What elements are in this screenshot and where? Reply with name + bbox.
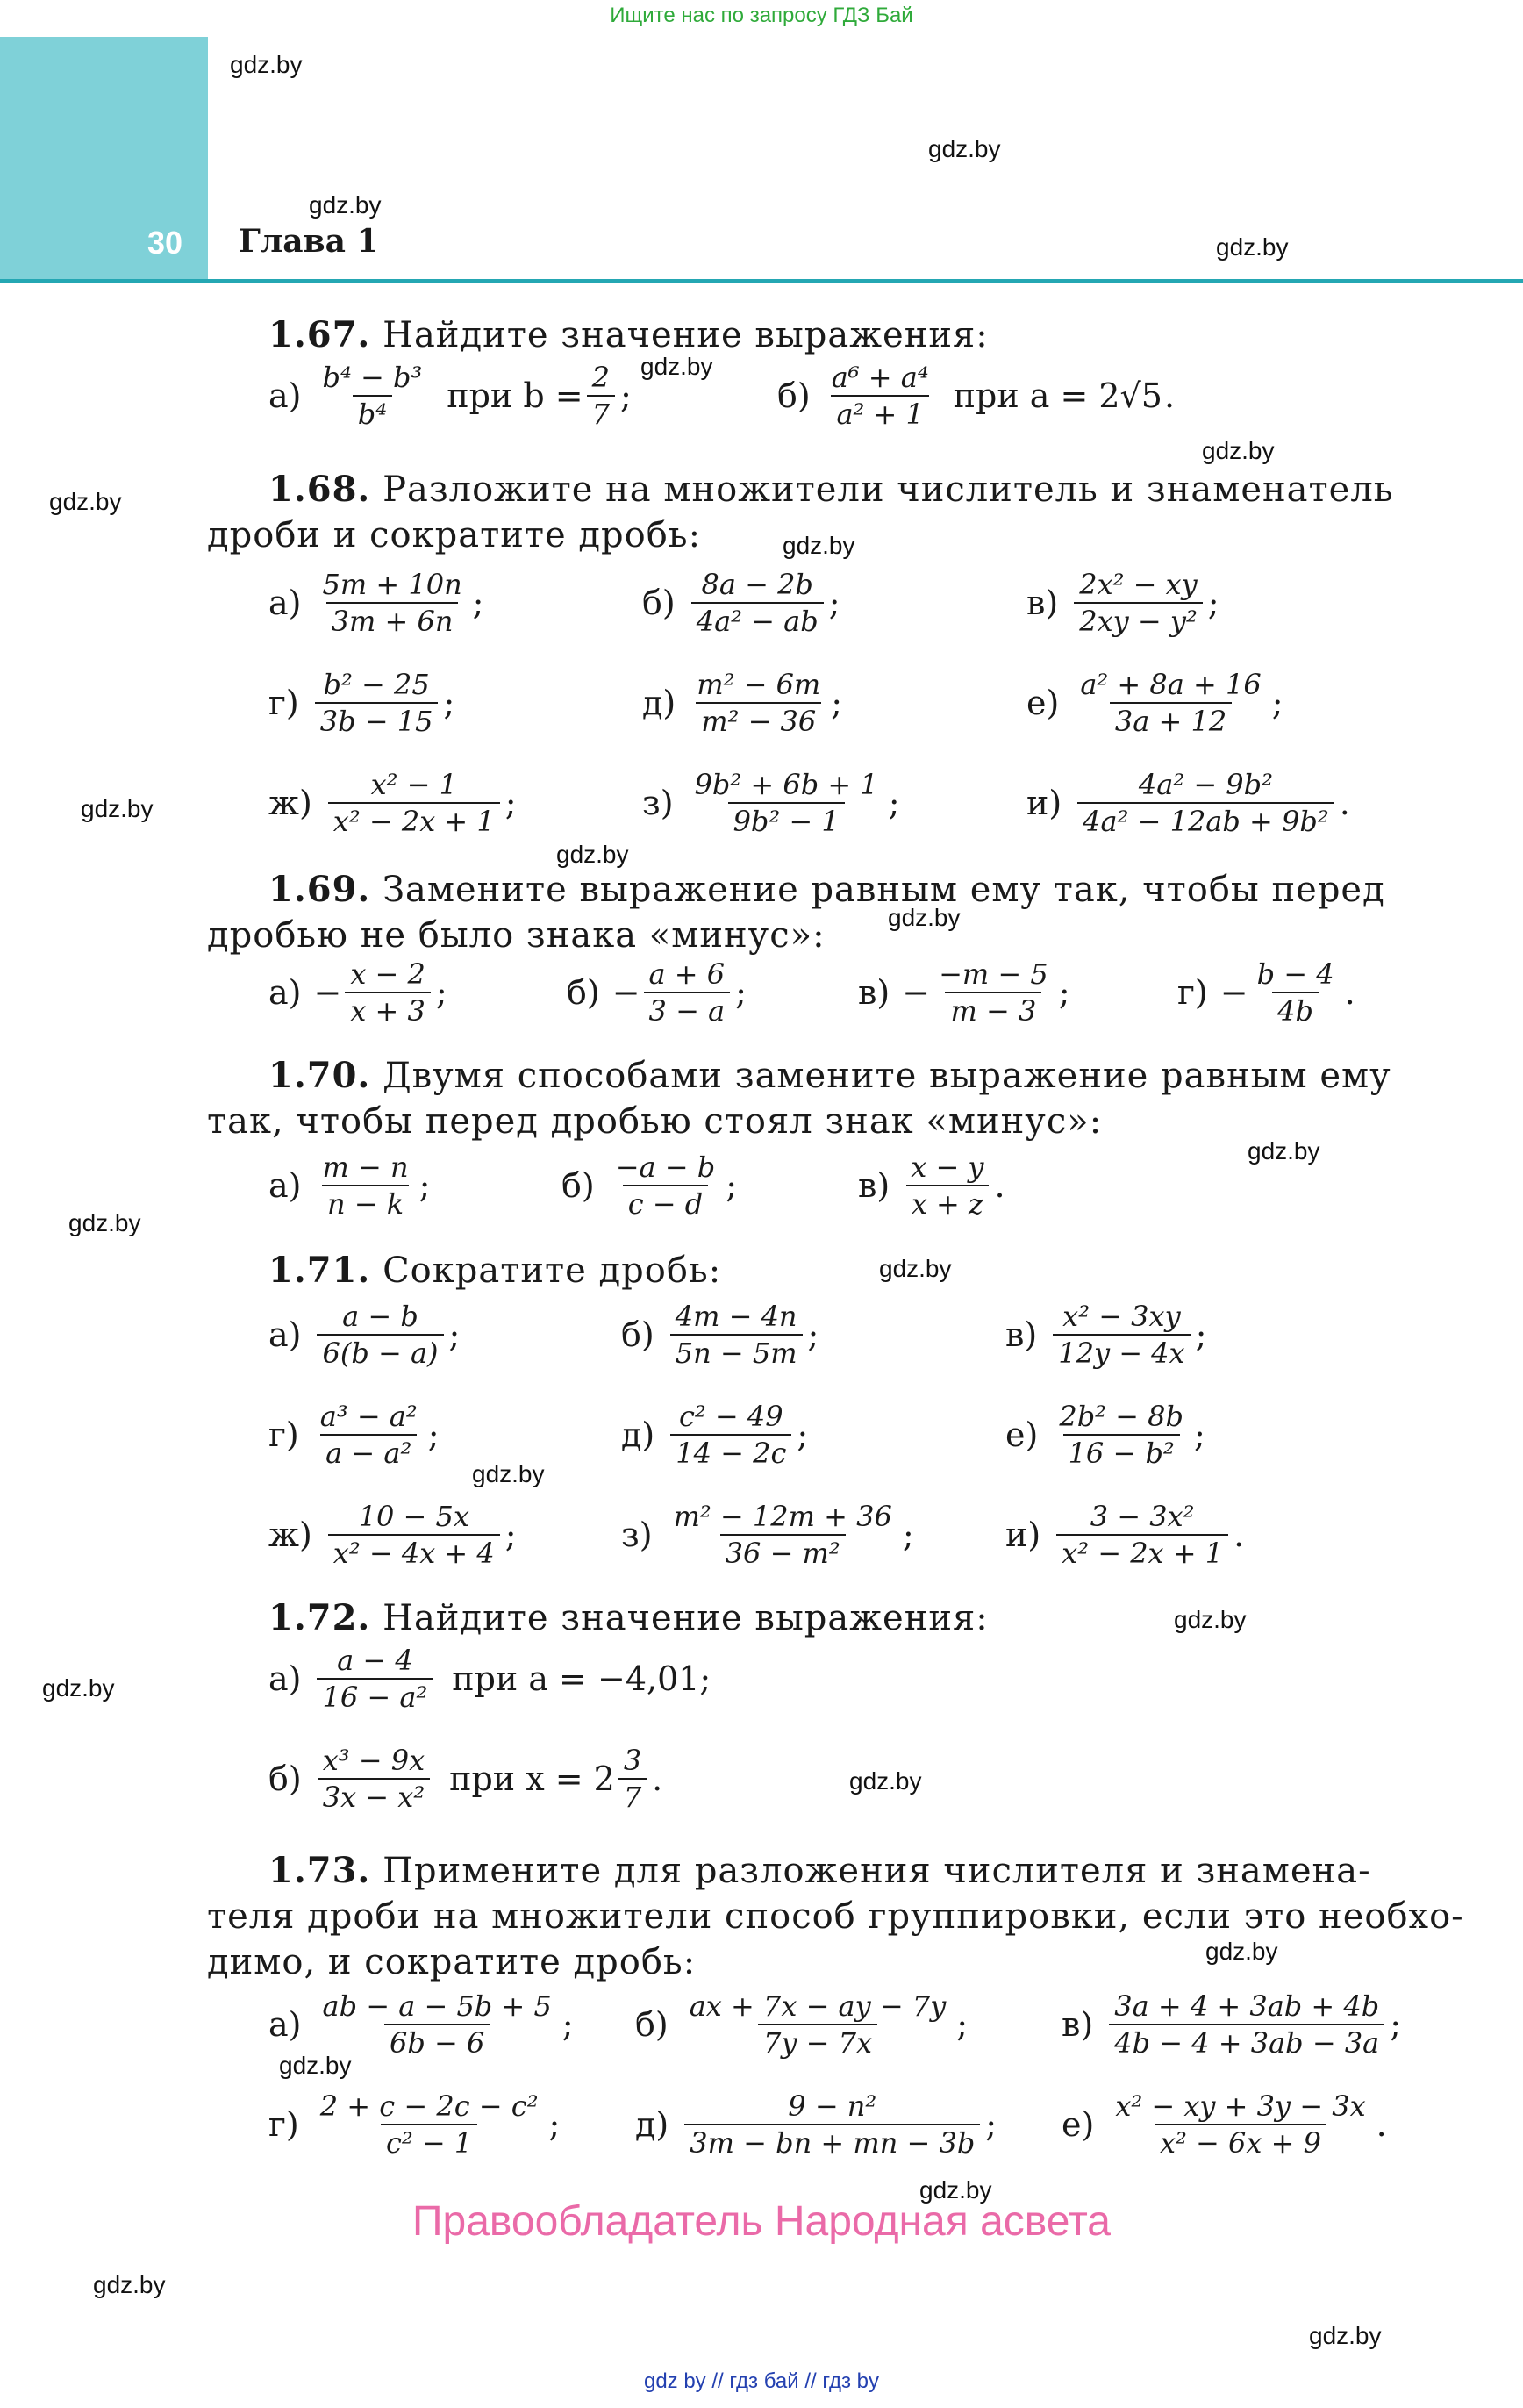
denominator: b⁴	[353, 395, 392, 432]
item-label: в)	[1062, 2005, 1094, 2044]
item-label: б)	[777, 376, 811, 415]
item-label: и)	[1005, 1516, 1041, 1554]
watermark: gdz.by	[879, 1255, 952, 1282]
minus-sign: −	[611, 973, 640, 1012]
minus-sign: −	[313, 973, 342, 1012]
fraction-item	[1005, 1399, 1205, 1471]
minus-sign: −	[902, 973, 931, 1012]
fraction-item	[642, 767, 900, 839]
numerator: 2x² − xy	[1079, 568, 1198, 601]
numerator: 4m − 4n	[675, 1300, 797, 1333]
denominator: 3a + 12	[1110, 702, 1232, 739]
denominator: 14 − 2c	[670, 1434, 791, 1471]
fraction	[1075, 667, 1266, 739]
fraction-item	[1026, 767, 1350, 839]
punctuation: ;	[956, 2005, 969, 2044]
denominator: 6(b − a)	[317, 1334, 443, 1371]
punctuation: ;	[619, 376, 632, 415]
problem-1-68-heading	[268, 467, 1394, 512]
problem-1-67-heading	[268, 312, 989, 358]
fraction-item	[268, 957, 447, 1028]
denominator: a² + 1	[831, 395, 928, 432]
watermark: gdz.by	[556, 841, 629, 868]
punctuation: ;	[1207, 584, 1219, 622]
item-label: г)	[1177, 973, 1208, 1012]
problem-1-72-heading	[268, 1595, 989, 1641]
numerator: x² − 3xy	[1062, 1300, 1181, 1333]
problem-text: Двумя способами замените выражение равным ему	[383, 1056, 1391, 1096]
item-label: в)	[858, 1166, 890, 1205]
denominator: 16 − b²	[1063, 1434, 1180, 1471]
problem-number: 1.72.	[268, 1597, 371, 1638]
denominator: 3 − a	[644, 992, 731, 1028]
denominator: x + 3	[345, 992, 431, 1028]
numerator: b² − 25	[323, 668, 430, 701]
problem-text-line: димо, и сократите дробь:	[207, 1942, 697, 1982]
item-label: и)	[1026, 784, 1062, 822]
item-label: б)	[621, 1315, 654, 1354]
denominator: 2xy − y²	[1074, 602, 1203, 639]
numerator: 2b² − 8b	[1059, 1400, 1183, 1433]
problem-text: Примените для разложения числителя и знамена-	[383, 1851, 1371, 1891]
punctuation: .	[1376, 2105, 1387, 2144]
watermark: gdz.by	[93, 2271, 166, 2298]
punctuation: ;	[435, 973, 447, 1012]
fraction	[1054, 1399, 1189, 1471]
punctuation: ;	[888, 784, 900, 822]
fraction	[328, 1499, 500, 1571]
punctuation: .	[1344, 973, 1355, 1012]
punctuation: .	[994, 1166, 1005, 1205]
denominator: 3x − x²	[318, 1778, 430, 1815]
problem-1-72-b	[268, 1743, 662, 1815]
denominator: 7y − 7x	[758, 2024, 877, 2060]
fraction-item	[268, 1499, 517, 1571]
punctuation: ;	[807, 1315, 819, 1354]
condition: при a = −4,01;	[452, 1659, 711, 1698]
punctuation: ;	[548, 2105, 561, 2144]
item-label: а)	[268, 2005, 302, 2044]
denominator: x² − 4x + 4	[328, 1534, 500, 1571]
punctuation: .	[1163, 376, 1176, 415]
fraction	[1053, 1299, 1190, 1371]
item-label: г)	[268, 1415, 299, 1454]
item-label: д)	[642, 684, 676, 722]
problem-1-72-a	[268, 1643, 711, 1715]
denominator: 7	[587, 395, 615, 432]
fraction	[315, 2089, 544, 2161]
numerator: 3a + 4 + 3ab + 4b	[1114, 1989, 1380, 2023]
item-label: а)	[268, 376, 302, 415]
numerator: a³ − a²	[319, 1400, 418, 1433]
denominator: m − 3	[945, 992, 1041, 1028]
fraction	[684, 2089, 980, 2161]
item-label: в)	[858, 973, 890, 1012]
item-label: а)	[268, 1659, 302, 1698]
problem-text-line: дробью не было знака «минус»:	[207, 915, 826, 956]
watermark: gdz.by	[68, 1209, 141, 1236]
fraction	[317, 1299, 443, 1371]
numerator: 9b² + 6b + 1	[694, 768, 878, 801]
numerator: 5m + 10n	[322, 568, 462, 601]
punctuation: ;	[1194, 1415, 1205, 1454]
item-label: г)	[268, 684, 299, 722]
fraction	[669, 1499, 897, 1571]
fraction-item	[642, 567, 840, 639]
watermark: gdz.by	[230, 51, 303, 78]
fraction	[345, 957, 431, 1028]
numerator: 9 − n²	[788, 2089, 877, 2123]
punctuation: ;	[735, 973, 747, 1012]
fraction	[691, 667, 826, 739]
fraction	[1109, 1989, 1384, 2060]
denominator: 16 − a²	[317, 1678, 433, 1715]
watermark: gdz.by	[849, 1767, 922, 1795]
watermark: gdz.by	[888, 904, 961, 931]
item-label: б)	[268, 1759, 302, 1798]
watermark: gdz.by	[309, 191, 382, 219]
fraction	[315, 1399, 423, 1471]
fraction	[690, 767, 883, 839]
punctuation: ;	[1195, 1315, 1207, 1354]
fraction	[618, 1743, 647, 1815]
punctuation: ;	[472, 584, 484, 622]
item-label: д)	[621, 1415, 655, 1454]
denominator: 4a² − ab	[691, 602, 824, 639]
numerator: 2	[591, 361, 610, 394]
watermark: gdz.by	[1205, 1938, 1278, 1965]
problem-1-69-heading	[268, 867, 1385, 913]
fraction	[905, 1150, 989, 1222]
top-note: Ищите нас по запросу ГДЗ Бай	[610, 4, 913, 27]
item-label: д)	[635, 2105, 669, 2144]
fraction	[587, 360, 615, 432]
item-label: б)	[567, 973, 600, 1012]
item-label: б)	[635, 2005, 669, 2044]
numerator: 4a² − 9b²	[1138, 768, 1273, 801]
numerator: 3	[623, 1744, 642, 1777]
item-label: г)	[268, 2105, 299, 2144]
denominator: a − a²	[320, 1434, 417, 1471]
fraction-item	[635, 2089, 997, 2161]
watermark: gdz.by	[49, 488, 122, 515]
numerator: x − 2	[350, 957, 425, 991]
numerator: m − n	[322, 1150, 409, 1184]
item-label: а)	[268, 1166, 302, 1205]
denominator: 3m − bn + mn − 3b	[684, 2124, 980, 2161]
fraction	[1074, 567, 1203, 639]
fraction-item	[1062, 1989, 1401, 2060]
denominator: c − d	[623, 1185, 709, 1222]
fraction	[1077, 767, 1334, 839]
problem-number: 1.71.	[268, 1250, 371, 1291]
punctuation: .	[652, 1759, 663, 1798]
punctuation: ;	[1271, 684, 1283, 722]
numerator: −a − b	[615, 1150, 716, 1184]
problem-text-line: теля дроби на множители способ группировки, если это необхо-	[207, 1896, 1464, 1937]
watermark: gdz.by	[1202, 437, 1275, 464]
fraction-item	[567, 957, 747, 1028]
denominator: 6b − 6	[384, 2024, 490, 2060]
punctuation: ;	[448, 1315, 461, 1354]
fraction-item	[621, 1399, 808, 1471]
minus-sign: −	[1219, 973, 1248, 1012]
numerator: 10 − 5x	[358, 1500, 469, 1533]
problem-number: 1.69.	[268, 869, 371, 910]
problem-number: 1.73.	[268, 1850, 371, 1891]
fraction	[315, 667, 439, 739]
numerator: x² − 1	[370, 768, 457, 801]
fraction-item	[858, 1150, 1005, 1222]
denominator: 4b − 4 + 3ab − 3a	[1109, 2024, 1384, 2060]
condition: при b =	[447, 376, 583, 415]
punctuation: ;	[985, 2105, 997, 2144]
problem-text: Найдите значение выражения:	[383, 1598, 989, 1638]
header-rule	[0, 279, 1523, 283]
numerator: b − 4	[1256, 957, 1334, 991]
fraction-item	[858, 957, 1070, 1028]
watermark: gdz.by	[1248, 1137, 1320, 1165]
fraction	[328, 767, 500, 839]
problem-text: Замените выражение равным ему так, чтобы перед	[383, 870, 1385, 910]
denominator: m² − 36	[696, 702, 821, 739]
fraction-item	[1005, 1499, 1244, 1571]
watermark: gdz.by	[81, 795, 154, 822]
item-label: б)	[561, 1166, 595, 1205]
fraction-item	[268, 1989, 574, 2060]
numerator: m² − 6m	[697, 668, 821, 701]
problem-text: Найдите значение выражения:	[383, 315, 989, 355]
item-label: ж)	[268, 1516, 312, 1554]
watermark: gdz.by	[472, 1460, 545, 1487]
numerator: ab − a − 5b + 5	[322, 1989, 552, 2023]
problem-number: 1.67.	[268, 314, 371, 355]
punctuation: ;	[561, 2005, 574, 2044]
punctuation: ;	[504, 1516, 517, 1554]
fraction-item	[621, 1499, 914, 1571]
watermark: gdz.by	[279, 2052, 352, 2079]
problem-1-67-b	[777, 360, 1175, 432]
fraction-item	[1026, 667, 1283, 739]
item-label: в)	[1005, 1315, 1038, 1354]
fraction	[691, 567, 824, 639]
denominator: 36 − m²	[720, 1534, 846, 1571]
denominator: 4b	[1272, 992, 1319, 1028]
fraction	[933, 957, 1054, 1028]
fraction-item	[1026, 567, 1219, 639]
fraction-item	[635, 1989, 968, 2060]
numerator: a + 6	[648, 957, 726, 991]
fraction-item	[642, 667, 842, 739]
problem-text: Разложите на множители числитель и знаменатель	[383, 469, 1394, 510]
fraction	[317, 567, 467, 639]
fraction	[670, 1399, 791, 1471]
fraction	[318, 1743, 430, 1815]
fraction-item	[268, 1299, 460, 1371]
item-label: е)	[1005, 1415, 1039, 1454]
numerator: 8a − 2b	[701, 568, 813, 601]
denominator: 9b² − 1	[728, 802, 845, 839]
fraction	[1252, 957, 1340, 1028]
item-label: з)	[642, 784, 674, 822]
denominator: 5n − 5m	[670, 1334, 803, 1371]
item-label: е)	[1026, 684, 1060, 722]
fraction	[317, 1989, 556, 2060]
punctuation: ;	[1058, 973, 1070, 1012]
footer-links: gdz by // гдз бай // гдз by	[643, 2369, 880, 2393]
fraction-item	[268, 1399, 440, 1471]
watermark: gdz.by	[1309, 2322, 1382, 2349]
fraction	[1110, 2089, 1370, 2161]
fraction-item	[268, 2089, 560, 2161]
fraction	[644, 957, 731, 1028]
fraction	[317, 360, 427, 432]
punctuation: ;	[443, 684, 455, 722]
fraction	[611, 1150, 721, 1222]
numerator: a − b	[342, 1300, 418, 1333]
watermark: gdz.by	[919, 2176, 992, 2204]
item-label: а)	[268, 973, 302, 1012]
numerator: m² − 12m + 36	[673, 1500, 892, 1533]
numerator: a² + 8a + 16	[1080, 668, 1262, 701]
problem-text: Сократите дробь:	[383, 1251, 722, 1291]
numerator: 3 − 3x²	[1090, 1500, 1195, 1533]
fraction-item	[1005, 1299, 1206, 1371]
fraction-item	[268, 667, 454, 739]
fraction	[1056, 1499, 1228, 1571]
problem-1-67-a	[268, 360, 632, 432]
punctuation: ;	[1390, 2005, 1402, 2044]
item-label: а)	[268, 584, 302, 622]
numerator: x − y	[911, 1150, 984, 1184]
fraction-item	[621, 1299, 819, 1371]
item-label: е)	[1062, 2105, 1095, 2144]
denominator: 7	[618, 1778, 647, 1815]
problem-1-73-heading	[268, 1848, 1371, 1894]
watermark: gdz.by	[1174, 1606, 1247, 1633]
fraction-item	[268, 767, 517, 839]
watermark: gdz.by	[783, 532, 855, 559]
condition: при a = 2√5	[953, 376, 1162, 415]
fraction	[317, 1150, 413, 1222]
numerator: −m − 5	[939, 957, 1048, 991]
denominator: n − k	[322, 1185, 409, 1222]
denominator: 4a² − 12ab + 9b²	[1077, 802, 1334, 839]
watermark: gdz.by	[928, 135, 1001, 162]
item-label: ж)	[268, 784, 312, 822]
fraction-item	[268, 1150, 430, 1222]
page-number: 30	[147, 225, 183, 261]
numerator: b⁴ − b³	[322, 361, 423, 394]
numerator: a⁶ + a⁴	[831, 361, 929, 394]
denominator: x² − 2x + 1	[1056, 1534, 1228, 1571]
problem-1-70-heading	[268, 1053, 1391, 1099]
numerator: x³ − 9x	[322, 1744, 425, 1777]
punctuation: ;	[797, 1415, 809, 1454]
denominator: 3b − 15	[315, 702, 439, 739]
denominator: x² − 2x + 1	[328, 802, 500, 839]
copyright-notice: Правообладатель Народная асвета	[412, 2198, 1111, 2245]
denominator: x + z	[906, 1185, 989, 1222]
punctuation: ;	[504, 784, 517, 822]
numerator: ax + 7x − ay − 7y	[689, 1989, 947, 2023]
numerator: c² − 49	[679, 1400, 783, 1433]
punctuation: ;	[418, 1166, 431, 1205]
problem-text-line: так, чтобы перед дробью стоял знак «минус»:	[207, 1101, 1103, 1142]
numerator: a − 4	[337, 1644, 413, 1677]
fraction	[684, 1989, 952, 2060]
denominator: x² − 6x + 9	[1155, 2124, 1326, 2161]
watermark: gdz.by	[42, 1674, 115, 1702]
punctuation: .	[1339, 784, 1350, 822]
fraction	[826, 360, 934, 432]
fraction-item	[561, 1150, 737, 1222]
watermark: gdz.by	[640, 353, 713, 380]
item-label: в)	[1026, 584, 1059, 622]
punctuation: .	[1233, 1516, 1245, 1554]
punctuation: ;	[831, 684, 843, 722]
fraction-item	[268, 567, 483, 639]
denominator: 3m + 6n	[326, 602, 459, 639]
chapter-title: Глава 1	[239, 223, 379, 260]
punctuation: ;	[828, 584, 840, 622]
fraction-item	[1177, 957, 1355, 1028]
fraction	[670, 1299, 803, 1371]
problem-number: 1.68.	[268, 469, 371, 510]
item-label: б)	[642, 584, 676, 622]
item-label: з)	[621, 1516, 653, 1554]
fraction-item	[1062, 2089, 1387, 2161]
numerator: x² − xy + 3y − 3x	[1115, 2089, 1366, 2123]
punctuation: ;	[902, 1516, 914, 1554]
numerator: 2 + c − 2c − c²	[319, 2089, 539, 2123]
denominator: 12y − 4x	[1053, 1334, 1190, 1371]
fraction	[317, 1643, 433, 1715]
watermark: gdz.by	[1216, 233, 1289, 261]
denominator: c² − 1	[381, 2124, 477, 2161]
problem-number: 1.70.	[268, 1055, 371, 1096]
punctuation: ;	[726, 1166, 738, 1205]
condition: при x = 2	[449, 1759, 615, 1798]
item-label: а)	[268, 1315, 302, 1354]
problem-text-line: дроби и сократите дробь:	[207, 515, 702, 555]
punctuation: ;	[427, 1415, 440, 1454]
problem-1-71-heading	[268, 1248, 721, 1294]
